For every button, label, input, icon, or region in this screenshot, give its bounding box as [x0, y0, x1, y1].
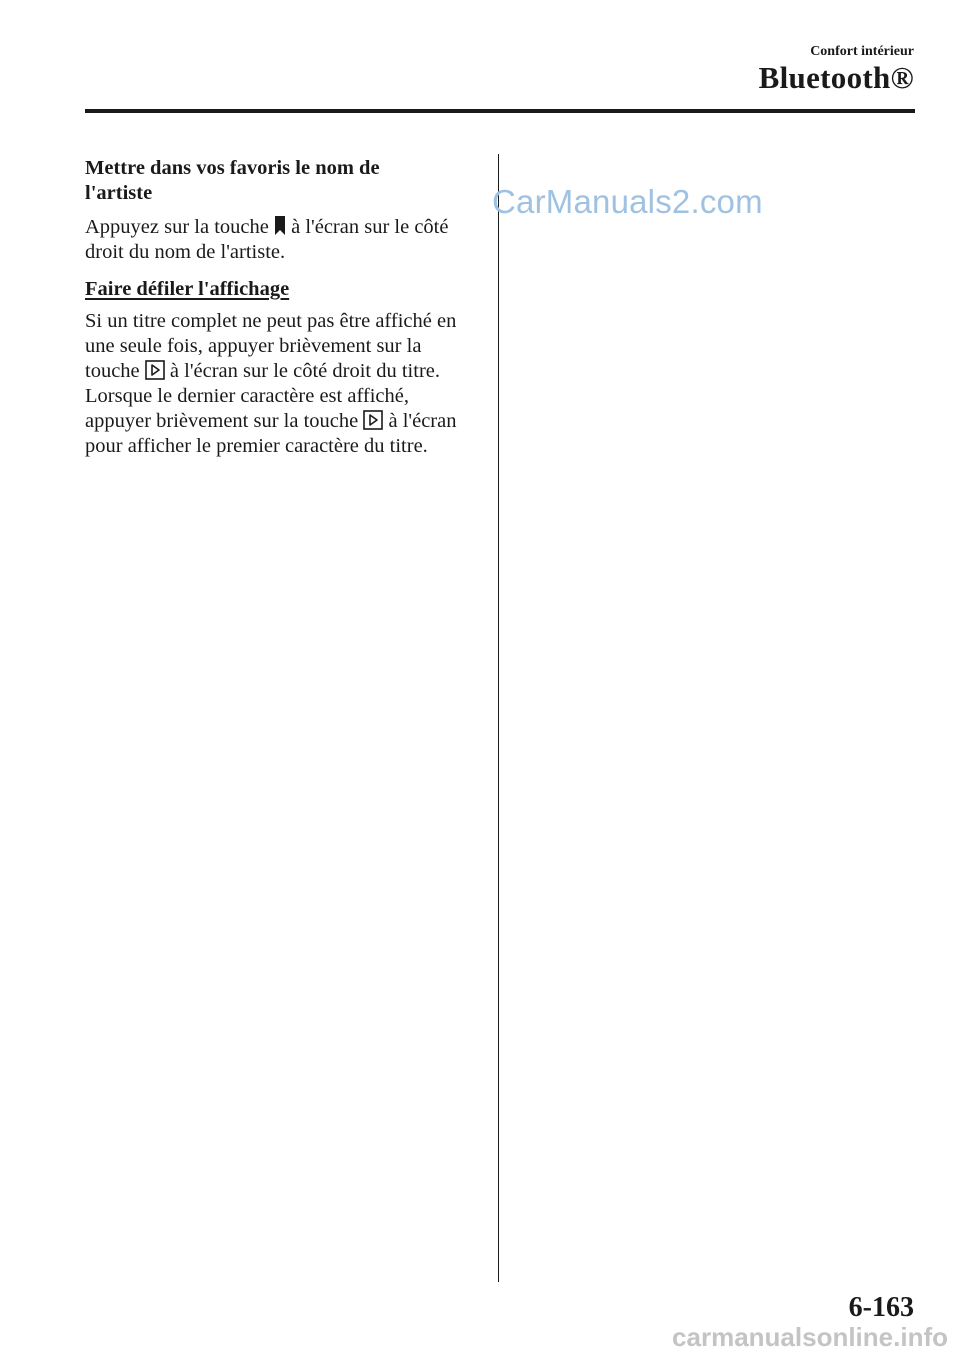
- play-box-icon: [145, 360, 165, 380]
- watermark-carmanuals2[interactable]: CarManuals2.com: [492, 183, 763, 220]
- page-title: Bluetooth®: [758, 60, 914, 95]
- scroll-instruction-2: Lorsque le dernier caractère est affiché, appuyer brièvement sur la touche à l'écran pour afficher le premier caractère du titre.: [85, 385, 457, 457]
- favorite-heading-line1: Mettre dans vos favoris le nom de: [85, 157, 380, 179]
- left-column: [85, 156, 480, 471]
- scroll-display-heading: Faire défiler l'affichage: [85, 278, 290, 300]
- bookmark-icon: [274, 216, 286, 236]
- header-divider: [85, 109, 915, 113]
- column-divider: [498, 154, 499, 1282]
- page-number: 6-163: [848, 1292, 914, 1323]
- watermark-carmanualsonline[interactable]: carmanualsonline.info: [672, 1322, 948, 1352]
- favorite-artist-heading: [85, 156, 480, 206]
- favorite-artist-instruction: Appuyez sur la touche à l'écran sur le côté droit du nom de l'artiste.: [85, 216, 449, 263]
- favorite-heading-line2: l'artiste: [85, 182, 153, 204]
- header-section-label: Confort intérieur: [810, 44, 914, 59]
- scroll-instruction-1: Si un titre complet ne peut pas être affiché en une seule fois, appuyer brièvement sur la touche à l'écran sur le côté droit du titre.: [85, 310, 457, 382]
- play-box-icon: [363, 410, 383, 430]
